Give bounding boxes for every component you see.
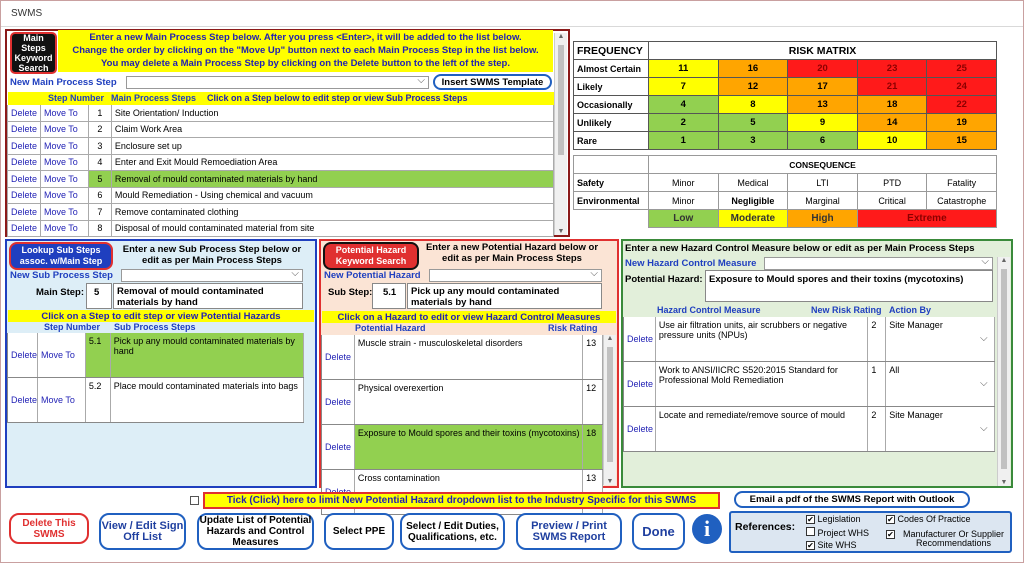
risk-score: 11 — [649, 60, 719, 78]
delete-sub-button[interactable]: Delete — [8, 333, 38, 377]
main-step-row[interactable] — [7, 171, 554, 188]
hazard-instructions: Enter a new Potential Hazard below or edit as per Main Process Steps — [425, 242, 599, 264]
preview-print-button[interactable]: Preview / Print SWMS Report — [516, 513, 622, 550]
risk-score: 13 — [788, 96, 858, 114]
control-list — [623, 317, 995, 455]
delete-step-button[interactable]: Delete — [8, 105, 41, 121]
move-to-button[interactable]: Move To — [41, 171, 89, 187]
matrix-row — [574, 114, 997, 132]
move-to-button[interactable]: Move To — [38, 378, 86, 422]
action-by-dropdown[interactable]: Site Manager — [886, 407, 995, 451]
new-risk-rating: 2 — [868, 407, 886, 451]
industry-filter-checkbox[interactable] — [190, 496, 199, 505]
control-row[interactable] — [623, 317, 995, 362]
step-text: Claim Work Area — [112, 122, 554, 138]
risk-score: 16 — [718, 60, 788, 78]
main-step-row[interactable] — [7, 188, 554, 205]
new-control-label: New Hazard Control Measure — [625, 258, 757, 269]
risk-score: 23 — [857, 60, 927, 78]
ph-label: Potential Hazard: — [625, 274, 703, 285]
risk-score: 17 — [788, 78, 858, 96]
move-to-button[interactable]: Move To — [41, 188, 89, 204]
consequence-level: Negligible — [718, 192, 788, 210]
update-hazards-button[interactable]: Update List of Potential Hazards and Control Measures — [197, 513, 314, 550]
hazard-col-hazard: Potential Hazard — [355, 323, 426, 333]
delete-step-button[interactable]: Delete — [8, 155, 41, 171]
action-by-dropdown[interactable]: All — [886, 362, 995, 406]
window-title: SWMS — [11, 8, 43, 19]
risk-level: High — [788, 210, 858, 228]
move-to-button[interactable]: Move To — [38, 333, 86, 377]
step-text: Enter and Exit Mould Remoediation Area — [112, 155, 554, 171]
frequency-level: Occasionally — [574, 96, 649, 114]
main-step-label: Main Step: — [36, 287, 85, 298]
new-hazard-label: New Potential Hazard — [324, 270, 421, 281]
checked-icon[interactable]: ✔ — [887, 515, 894, 524]
risk-level: Low — [649, 210, 719, 228]
delete-step-button[interactable]: Delete — [8, 204, 41, 220]
hazard-row[interactable] — [321, 380, 603, 425]
risk-score: 15 — [927, 132, 997, 150]
consequence-level: Fatality — [927, 174, 997, 192]
step-number: 1 — [89, 105, 112, 121]
hazard-list — [321, 335, 603, 485]
step-number: 2 — [89, 122, 112, 138]
control-col-measure: Hazard Control Measure — [657, 305, 761, 315]
hazard-text: Physical overexertion — [355, 380, 583, 424]
move-to-button[interactable]: Move To — [41, 204, 89, 220]
new-main-step-dropdown[interactable] — [126, 76, 429, 89]
hazard-col-risk: Risk Rating — [548, 323, 598, 333]
risk-score: 4 — [649, 96, 719, 114]
risk-rating: 18 — [583, 425, 603, 469]
sub-col-steps: Sub Process Steps — [114, 322, 196, 332]
delete-hazard-button[interactable]: Delete — [322, 335, 355, 379]
risk-matrix-title: RISK MATRIX — [649, 42, 997, 60]
consequence-type: Environmental — [574, 192, 649, 210]
main-step-row[interactable] — [7, 204, 554, 221]
main-step-row[interactable] — [7, 221, 554, 238]
step-text: Mould Remediation - Using chemical and vacuum — [112, 188, 554, 204]
risk-score: 9 — [788, 114, 858, 132]
scroll-up-icon[interactable]: ▲ — [557, 33, 565, 40]
move-to-button[interactable]: Move To — [41, 138, 89, 154]
delete-step-button[interactable]: Delete — [8, 171, 41, 187]
risk-score: 12 — [718, 78, 788, 96]
main-steps-header: Step Number Main Process Steps Click on a Step below to edit step or view Sub Process Steps — [8, 92, 556, 105]
main-instructions: Enter a new Main Process Step below. After you press <Enter>, it will be added to the list below. Change the order by clicking on the "Move Up" button next to each Main Process Step in the list below. You may delete a Main Process Step by clicking on the Delete button to the left of the step. — [58, 30, 553, 72]
risk-rating: 13 — [583, 470, 603, 514]
main-steps-scrollbar[interactable] — [554, 33, 567, 235]
control-text: Work to ANSI/IICRC S520:2015 Standard for Professional Mold Remediation — [656, 362, 868, 406]
checked-icon[interactable]: ✔ — [887, 530, 894, 539]
frequency-label: FREQUENCY — [574, 42, 649, 60]
chevron-down-icon[interactable]: ⌵ — [980, 333, 988, 344]
consequence-type: Safety — [574, 174, 649, 192]
ref-project-whs[interactable]: Project WHS — [806, 527, 869, 538]
unchecked-icon[interactable] — [806, 527, 815, 536]
info-icon[interactable]: i — [692, 514, 722, 544]
step-number: 6 — [89, 188, 112, 204]
checked-icon[interactable]: ✔ — [807, 541, 814, 550]
control-row[interactable] — [623, 362, 995, 407]
sub-step-text: Pick up any mould contaminated materials by hand — [407, 283, 602, 309]
frequency-level: Rare — [574, 132, 649, 150]
ref-legislation[interactable]: ✔ Legislation — [807, 514, 861, 524]
risk-score: 2 — [649, 114, 719, 132]
risk-score: 19 — [927, 114, 997, 132]
sub-hint: Click on a Step to edit step or view Potential Hazards — [8, 310, 314, 322]
done-button[interactable]: Done — [632, 513, 685, 550]
risk-score: 24 — [927, 78, 997, 96]
hazard-keyword-search-button[interactable]: Potential Hazard Keyword Search — [323, 242, 419, 270]
sub-step-label: Sub Step: — [328, 287, 373, 298]
main-step-row[interactable] — [7, 105, 554, 122]
sub-step-row[interactable] — [7, 378, 304, 423]
move-to-button[interactable]: Move To — [41, 122, 89, 138]
risk-score: 14 — [857, 114, 927, 132]
sub-step-number: 5.1 — [86, 333, 111, 377]
risk-score: 18 — [857, 96, 927, 114]
step-text: Remove contaminated clothing — [112, 204, 554, 220]
risk-score: 1 — [649, 132, 719, 150]
main-step-row[interactable] — [7, 138, 554, 155]
risk-score: 20 — [788, 60, 858, 78]
move-to-button[interactable]: Move To — [41, 221, 89, 237]
action-by-dropdown[interactable]: Site Manager — [886, 317, 995, 361]
ph-text: Exposure to Mould spores and their toxins (mycotoxins) — [705, 270, 993, 302]
consequence-table — [573, 155, 997, 228]
main-step-text: Removal of mould contaminated materials by hand — [113, 283, 303, 309]
sub-step-number: 5.1 — [372, 283, 406, 309]
scroll-down-icon[interactable]: ▼ — [557, 228, 565, 235]
sub-step-row[interactable] — [7, 333, 304, 378]
risk-rating: 12 — [583, 380, 603, 424]
frequency-level: Unlikely — [574, 114, 649, 132]
step-number: 4 — [89, 155, 112, 171]
new-risk-rating: 1 — [868, 362, 886, 406]
consequence-label: CONSEQUENCE — [649, 156, 997, 174]
move-to-button[interactable]: Move To — [41, 105, 89, 121]
industry-filter-label[interactable]: Tick (Click) here to limit New Potential Hazard dropdown list to the Industry Specific for this SWMS — [203, 492, 720, 509]
sub-col-step: Step Number — [44, 322, 101, 332]
sub-steps-list — [7, 333, 304, 425]
risk-score: 5 — [718, 114, 788, 132]
risk-score: 3 — [718, 132, 788, 150]
control-scrollbar[interactable] — [997, 257, 1010, 486]
sub-instructions: Enter a new Sub Process Step below or edit as per Main Process Steps — [122, 244, 302, 266]
delete-control-button[interactable]: Delete — [624, 317, 656, 361]
edit-duties-button[interactable]: Select / Edit Duties, Qualifications, etc. — [400, 513, 505, 550]
new-main-step-label: New Main Process Step — [10, 77, 117, 88]
delete-control-button[interactable]: Delete — [624, 362, 656, 406]
step-text: Site Orientation/ Induction — [112, 105, 554, 121]
frequency-level: Likely — [574, 78, 649, 96]
risk-rating: 13 — [583, 335, 603, 379]
risk-score: 25 — [927, 60, 997, 78]
delete-step-button[interactable]: Delete — [8, 221, 41, 237]
control-instructions: Enter a new Hazard Control Measure below or edit as per Main Process Steps — [625, 243, 975, 254]
insert-swms-template-button[interactable]: Insert SWMS Template — [433, 74, 552, 90]
frequency-level: Almost Certain — [574, 60, 649, 78]
matrix-row — [574, 96, 997, 114]
matrix-row — [574, 78, 997, 96]
new-sub-step-label: New Sub Process Step — [10, 270, 113, 281]
risk-level: Extreme — [857, 210, 996, 228]
ref-manufacturer[interactable]: ✔ Manufacturer Or Supplier Recommendations — [887, 529, 1005, 548]
delete-sub-button[interactable]: Delete — [8, 378, 38, 422]
risk-matrix — [573, 41, 997, 150]
control-text: Use air filtration units, air scrubbers or negative pressure units (NPUs) — [656, 317, 868, 361]
consequence-level: LTI — [788, 174, 858, 192]
sub-step-text: Place mould contaminated materials into bags — [111, 378, 304, 422]
new-sub-step-dropdown[interactable] — [121, 269, 303, 282]
delete-step-button[interactable]: Delete — [8, 122, 41, 138]
risk-score: 21 — [857, 78, 927, 96]
step-number: 3 — [89, 138, 112, 154]
hazard-row[interactable] — [321, 335, 603, 380]
consequence-level: Marginal — [788, 192, 858, 210]
control-text: Locate and remediate/remove source of mould — [656, 407, 868, 451]
step-number: 8 — [89, 221, 112, 237]
title-bar — [1, 1, 1023, 27]
delete-hazard-button[interactable]: Delete — [322, 425, 355, 469]
hazard-text: Muscle strain - musculoskeletal disorders — [355, 335, 583, 379]
lookup-sub-steps-button[interactable]: Lookup Sub Steps assoc. w/Main Step — [9, 242, 113, 270]
step-text: Enclosure set up — [112, 138, 554, 154]
delete-hazard-button[interactable]: Delete — [322, 380, 355, 424]
hazard-scroll-up-icon[interactable]: ▲ — [606, 335, 614, 342]
hazard-scroll-down-icon[interactable]: ▼ — [606, 478, 614, 485]
hazard-row[interactable] — [321, 425, 603, 470]
consequence-level: Medical — [718, 174, 788, 192]
control-col-rating: New Risk Rating — [811, 305, 882, 315]
hazard-hint: Click on a Hazard to edit or view Hazard Control Measures — [322, 311, 616, 323]
risk-score: 10 — [857, 132, 927, 150]
main-steps-list — [7, 105, 554, 235]
chevron-down-icon[interactable]: ⌵ — [980, 423, 988, 434]
delete-step-button[interactable]: Delete — [8, 188, 41, 204]
hazard-scrollbar[interactable] — [603, 335, 616, 485]
risk-score: 8 — [718, 96, 788, 114]
step-text: Disposal of mould contaminated material from site — [112, 221, 554, 237]
references-label: References: — [735, 521, 796, 533]
consequence-level: Minor — [649, 192, 719, 210]
matrix-row — [574, 60, 997, 78]
risk-level: Moderate — [718, 210, 788, 228]
control-scroll-down-icon[interactable]: ▼ — [1000, 479, 1008, 486]
delete-step-button[interactable]: Delete — [8, 138, 41, 154]
control-col-by: Action By — [889, 305, 932, 315]
ref-site-whs[interactable]: ✔ Site WHS — [807, 540, 857, 550]
select-ppe-button[interactable]: Select PPE — [324, 513, 394, 550]
main-step-row[interactable] — [7, 155, 554, 172]
step-number: 5 — [89, 171, 112, 187]
new-hazard-dropdown[interactable] — [429, 269, 602, 282]
step-text: Removal of mould contaminated materials by hand — [112, 171, 554, 187]
hazard-text: Cross contamination — [355, 470, 583, 514]
hazard-text: Exposure to Mould spores and their toxins (mycotoxins) — [355, 425, 583, 469]
sign-off-list-button[interactable]: View / Edit Sign Off List — [99, 513, 186, 550]
main-keyword-search-button[interactable]: Main Steps Keyword Search — [10, 32, 57, 74]
control-scroll-up-icon[interactable]: ▲ — [1000, 257, 1008, 264]
step-number: 7 — [89, 204, 112, 220]
consequence-level: Minor — [649, 174, 719, 192]
consequence-level: Critical — [857, 192, 927, 210]
new-risk-rating: 2 — [868, 317, 886, 361]
delete-swms-button[interactable]: Delete This SWMS — [9, 513, 89, 544]
move-to-button[interactable]: Move To — [41, 155, 89, 171]
consequence-level: Catastrophe — [927, 192, 997, 210]
main-step-number: 5 — [86, 283, 112, 309]
risk-score: 7 — [649, 78, 719, 96]
main-step-row[interactable] — [7, 122, 554, 139]
email-pdf-button[interactable]: Email a pdf of the SWMS Report with Outlook — [734, 491, 970, 508]
consequence-level: PTD — [857, 174, 927, 192]
delete-control-button[interactable]: Delete — [624, 407, 656, 451]
risk-score: 6 — [788, 132, 858, 150]
chevron-down-icon[interactable]: ⌵ — [980, 378, 988, 389]
risk-score: 22 — [927, 96, 997, 114]
matrix-row — [574, 132, 997, 150]
control-row[interactable] — [623, 407, 995, 452]
checked-icon[interactable]: ✔ — [807, 515, 814, 524]
sub-step-number: 5.2 — [86, 378, 111, 422]
new-control-dropdown[interactable] — [764, 257, 993, 270]
sub-step-text: Pick up any mould contaminated materials by hand — [111, 333, 304, 377]
ref-codes-of-practice[interactable]: ✔ Codes Of Practice — [887, 514, 971, 524]
